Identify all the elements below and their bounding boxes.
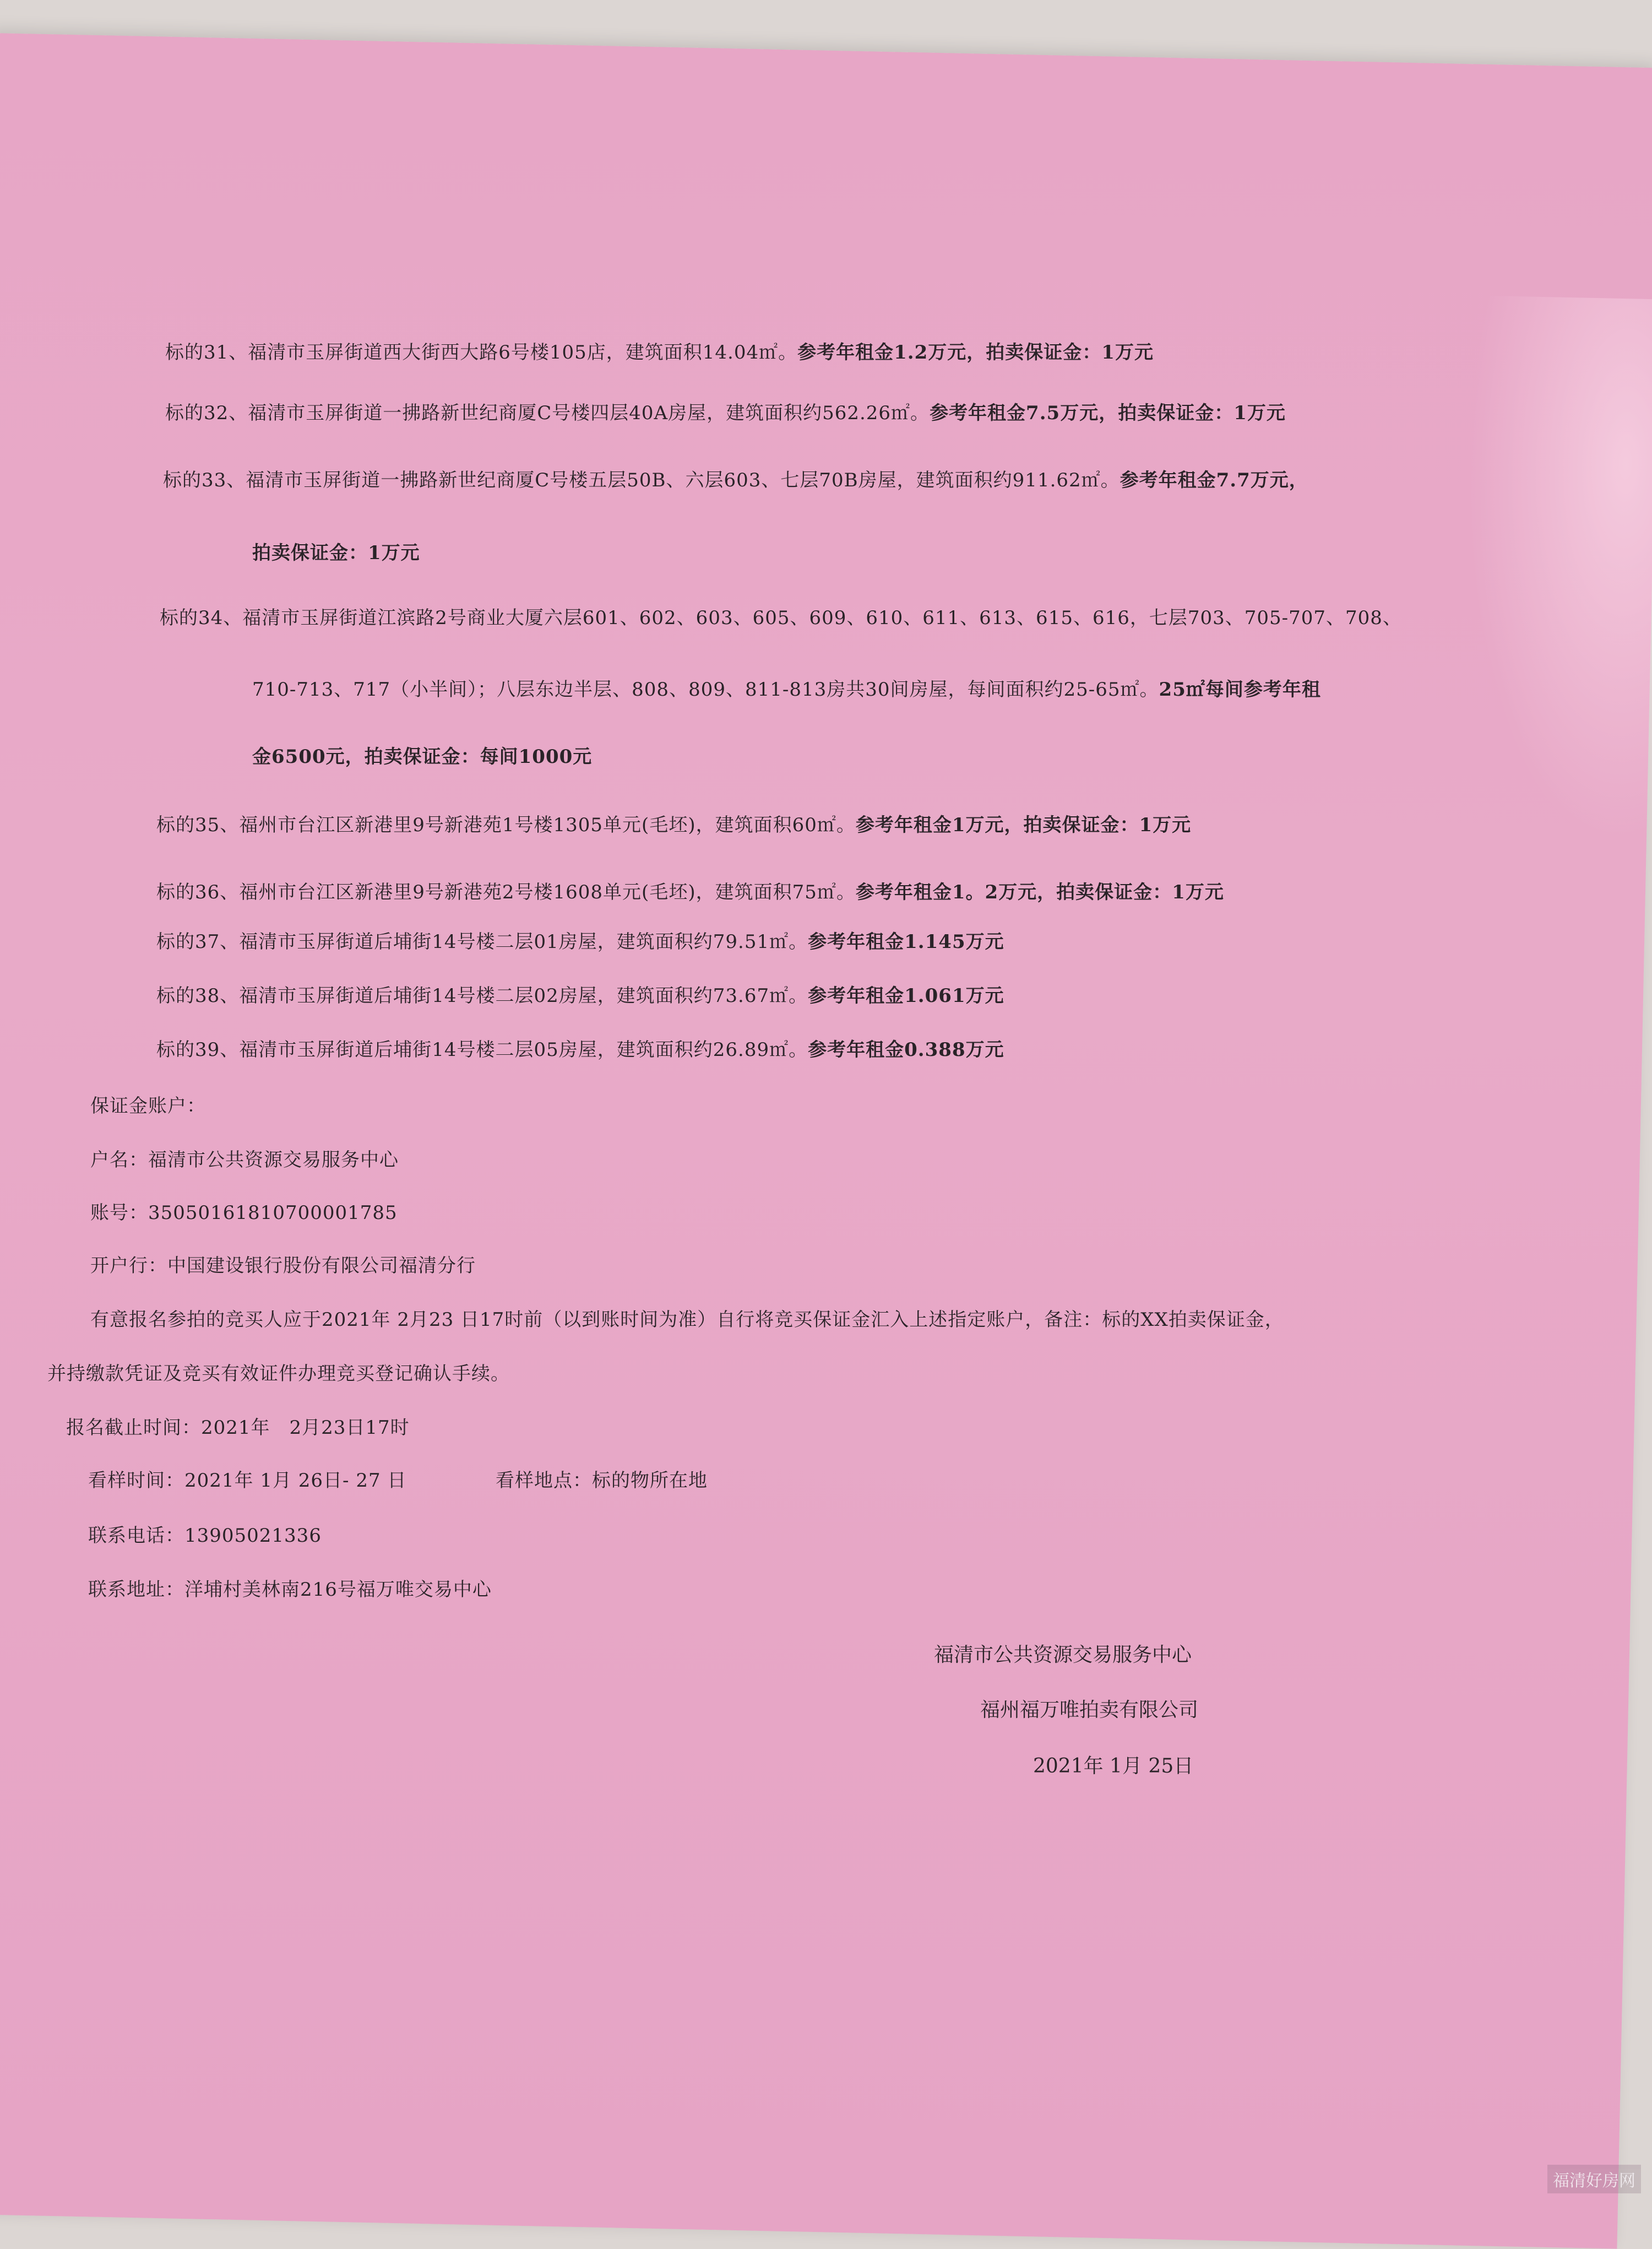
list-item: 标的38、福清市玉屏街道后埔街14号楼二层02房屋，建筑面积约73.67㎡。参考年租金1.061万元 [156, 985, 1004, 1007]
notice-paragraph: 有意报名参拍的竞买人应于2021年 2月23 日17时前（以到账时间为准）自行将竞买保证金汇入上述指定账户，备注：标的XX拍卖保证金， [90, 1309, 1284, 1331]
list-item-continuation: 拍卖保证金：1万元 [252, 542, 420, 564]
signature-date: 2021年 1月 25日 [1033, 1755, 1194, 1777]
list-item: 标的34、福清市玉屏街道江滨路2号商业大厦六层601、602、603、605、609、610、611、613、615、616，七层703、705-707、708、 [160, 607, 1402, 629]
watermark-logo: 福清好房网 [1547, 2165, 1641, 2193]
contact-phone: 联系电话：13905021336 [88, 1525, 322, 1547]
list-item: 标的39、福清市玉屏街道后埔街14号楼二层05房屋，建筑面积约26.89㎡。参考年租金0.388万元 [156, 1039, 1004, 1061]
contact-address: 联系地址：洋埔村美林南216号福万唯交易中心 [88, 1579, 492, 1601]
signature-org-2: 福州福万唯拍卖有限公司 [980, 1699, 1199, 1721]
list-item: 标的33、福清市玉屏街道一拂路新世纪商厦C号楼五层50B、六层603、七层70B房屋，建筑面积约911.62㎡。参考年租金7.7万元， [163, 469, 1308, 491]
account-number: 账号：35050161810700001785 [90, 1202, 398, 1224]
account-bank: 开户行：中国建设银行股份有限公司福清分行 [90, 1255, 476, 1277]
signature-org-1: 福清市公共资源交易服务中心 [934, 1644, 1192, 1666]
list-item: 标的36、福州市台江区新港里9号新港苑2号楼1608单元(毛坯)，建筑面积75㎡。参考年租金1。2万元，拍卖保证金：1万元 [156, 881, 1224, 903]
list-item-continuation: 710-713、717（小半间）；八层东边半层、808、809、811-813房共30间房屋，每间面积约25-65㎡。25㎡每间参考年租 [252, 679, 1321, 701]
list-item-continuation: 金6500元，拍卖保证金：每间1000元 [252, 746, 593, 768]
viewing-time: 看样时间：2021年 1月 26日- 27 日 [88, 1470, 407, 1492]
list-item: 标的31、福清市玉屏街道西大街西大路6号楼105店，建筑面积14.04㎡。参考年租金1.2万元，拍卖保证金：1万元 [165, 342, 1154, 364]
list-item: 标的32、福清市玉屏街道一拂路新世纪商厦C号楼四层40A房屋，建筑面积约562.26㎡。参考年租金7.5万元，拍卖保证金：1万元 [165, 402, 1286, 424]
deadline-text: 报名截止时间：2021年 2月23日17时 [66, 1417, 410, 1439]
list-item: 标的35、福州市台江区新港里9号新港苑1号楼1305单元(毛坯)，建筑面积60㎡。参考年租金1万元，拍卖保证金：1万元 [156, 814, 1192, 836]
notice-paragraph-cont: 并持缴款凭证及竞买有效证件办理竞买登记确认手续。 [47, 1363, 510, 1385]
list-item: 标的37、福清市玉屏街道后埔街14号楼二层01房屋，建筑面积约79.51㎡。参考年租金1.145万元 [156, 931, 1004, 953]
account-name: 户名：福清市公共资源交易服务中心 [90, 1149, 399, 1171]
account-heading: 保证金账户： [90, 1095, 206, 1117]
viewing-place: 看样地点：标的物所在地 [496, 1470, 708, 1492]
